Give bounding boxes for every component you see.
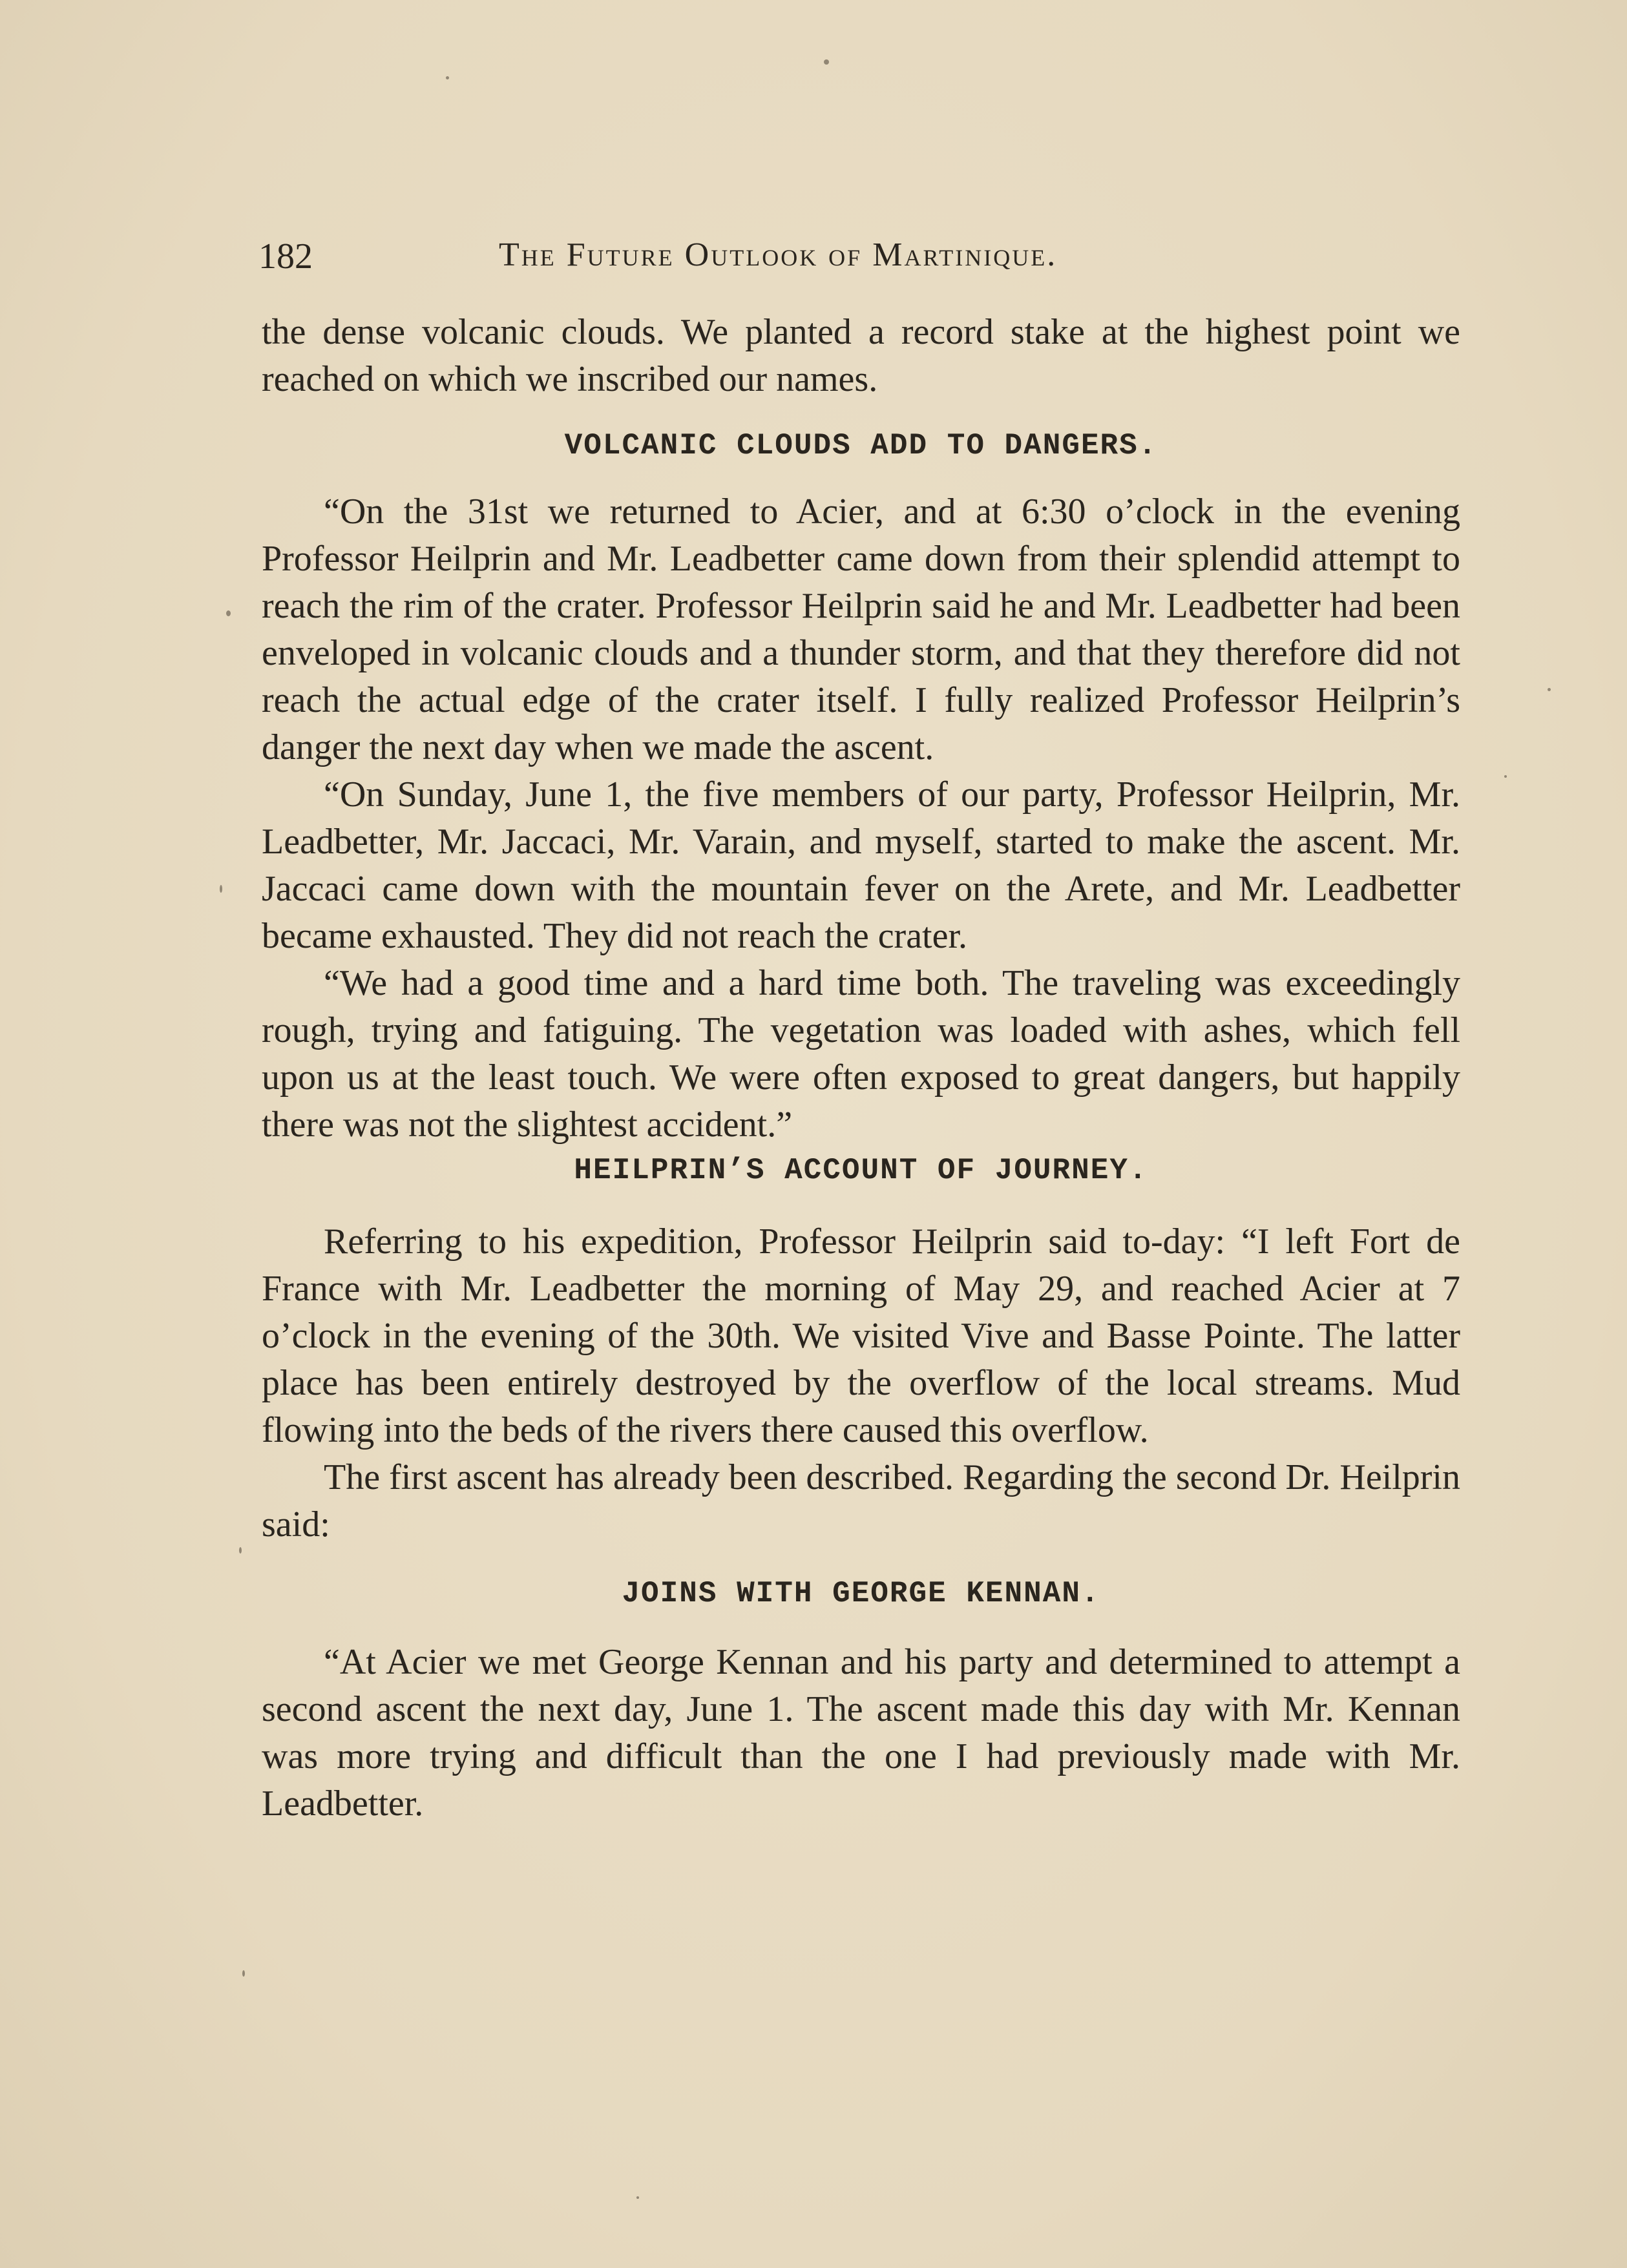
section-heading: JOINS WITH GEORGE KENNAN. [622,1577,1100,1610]
paper-speck [636,2196,639,2199]
paragraph: “We had a good time and a hard time both. The traveling was exceedingly rough, trying and fatiguing. The vegetation was loaded with ashes, which fell upon us at the least touch. We were often exposed to great dangers, but happily there was not the slightest accident.” [262,963,1460,1145]
paragraph: the dense volcanic clouds. We planted a record stake at the highest point we reached on which we inscribed our names. [262,312,1460,399]
running-title: The Future Outlook of Martinique. [499,236,1058,273]
page-header [258,229,1228,287]
paper-speck [226,610,231,616]
paragraph: “At Acier we met George Kennan and his party and determined to attempt a second ascent the next day, June 1. The ascent made this day with Mr. Kennan was more trying and difficult than the one I had previously made with Mr. Leadbetter. [262,1642,1460,1824]
paper-speck [824,59,829,65]
paper-speck [1504,775,1507,778]
paper-speck [239,1547,242,1554]
paragraph: The first ascent has already been described. Regarding the second Dr. Heilprin said: [262,1457,1460,1545]
paper-speck [1548,688,1551,691]
paper-speck [446,76,449,79]
paragraph: “On Sunday, June 1, the five members of our party, Professor Heilprin, Mr. Leadbetter, Mr. Jaccaci, Mr. Varain, and myself, started to make the ascent. Mr. Jaccaci came down with the mountain fever on the Arete, and Mr. Leadbetter became exhausted. They did not reach the crater. [262,775,1460,956]
paragraph: “On the 31st we returned to Acier, and at 6:30 o’clock in the evening Professor Heilprin and Mr. Leadbetter came down from their splendid attempt to reach the rim of the crater. Professor Heilprin said he and Mr. Leadbetter had been enveloped in volcanic clouds and a thunder storm, and that they therefore did not reach the actual edge of the crater itself. I fully realized Professor Heilprin’s danger the next day when we made the ascent. [262,492,1460,767]
section-heading: VOLCANIC CLOUDS ADD TO DANGERS. [564,429,1158,463]
paragraph: Referring to his expedition, Professor Heilprin said to-day: “I left Fort de France with Mr. Leadbetter the morning of May 29, and reached Acier at 7 o’clock in the evening of the 30th. We visited Vive and Basse Pointe. The latter place has been entirely destroyed by the overflow of the local streams. Mud flowing into the beds of the rivers there caused this overflow. [262,1222,1460,1450]
page-number: 182 [258,236,313,276]
body-text [262,309,1460,1827]
paper-speck [242,1970,245,1977]
section-heading: HEILPRIN’S ACCOUNT OF JOURNEY. [574,1154,1148,1187]
paper-speck [220,885,222,893]
